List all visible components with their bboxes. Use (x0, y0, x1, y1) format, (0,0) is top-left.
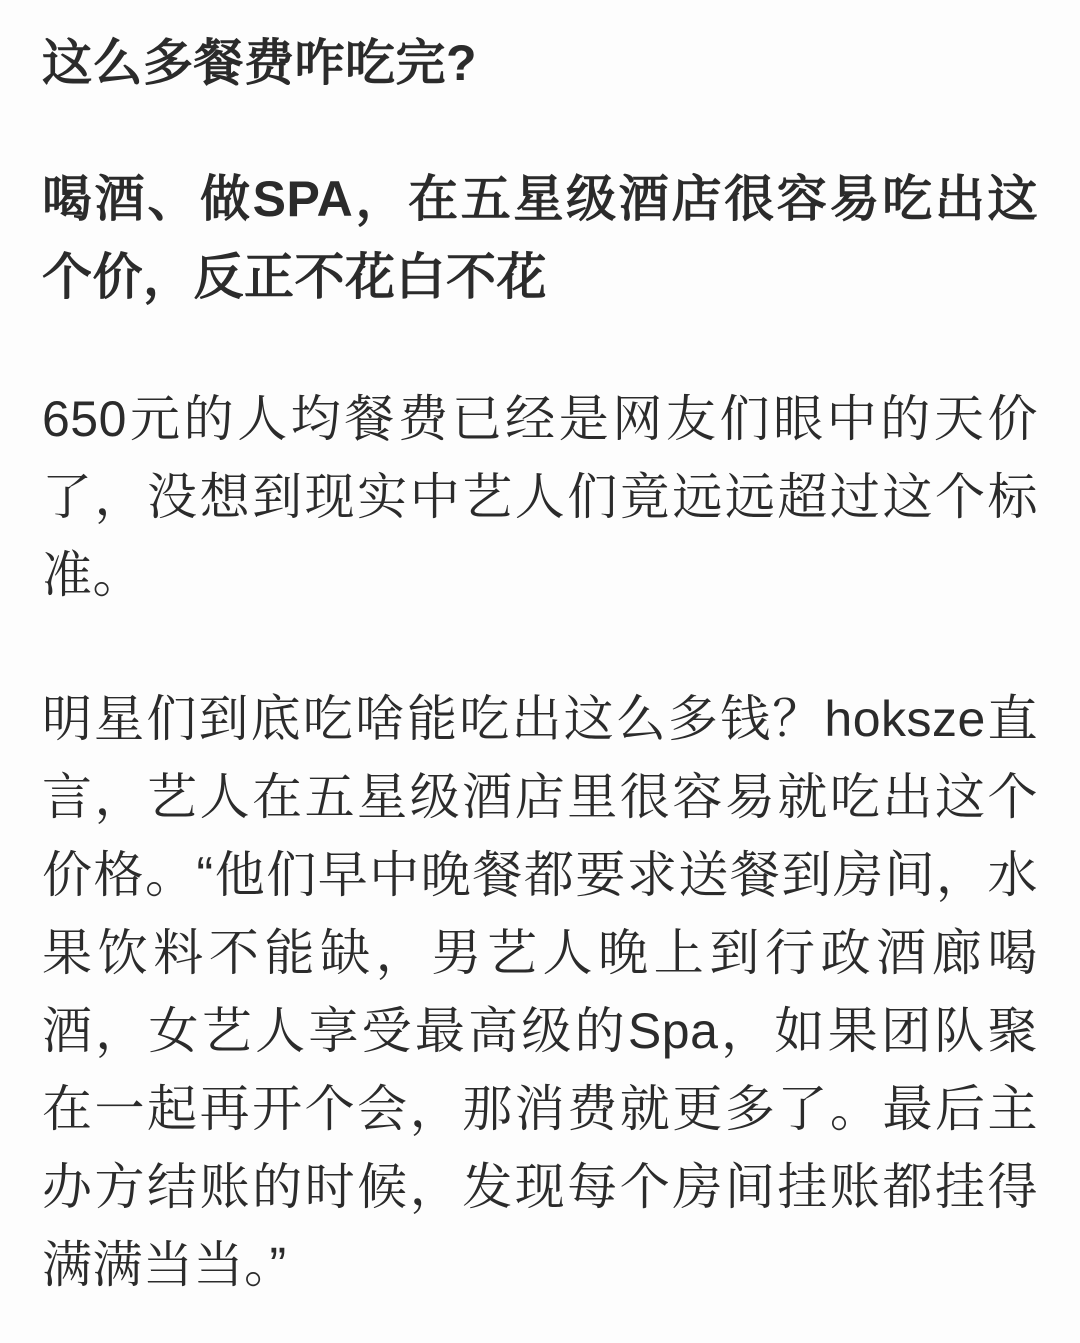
article-heading: 这么多餐费咋吃完? (42, 35, 478, 91)
paragraph-hoksze-quote: 明星们到底吃啥能吃出这么多钱？hoksze直言，艺人在五星级酒店里很容易就吃出这个价格。“他们早中晚餐都要求送餐到房间，水果饮料不能缺，男艺人晚上到行政酒廊喝酒，女艺人享受最高级的Spa，如果团队聚在一起再开个会，那消费就更多了。最后主办方结账的时候，发现每个房间挂账都挂得满满当当。” (42, 691, 1038, 1293)
paragraph-meal-cost: 650元的人均餐费已经是网友们眼中的天价了，没想到现实中艺人们竟远远超过这个标准。 (42, 391, 1038, 603)
article-subheading: 喝酒、做SPA，在五星级酒店很容易吃出这个价，反正不花白不花 (42, 171, 1038, 305)
